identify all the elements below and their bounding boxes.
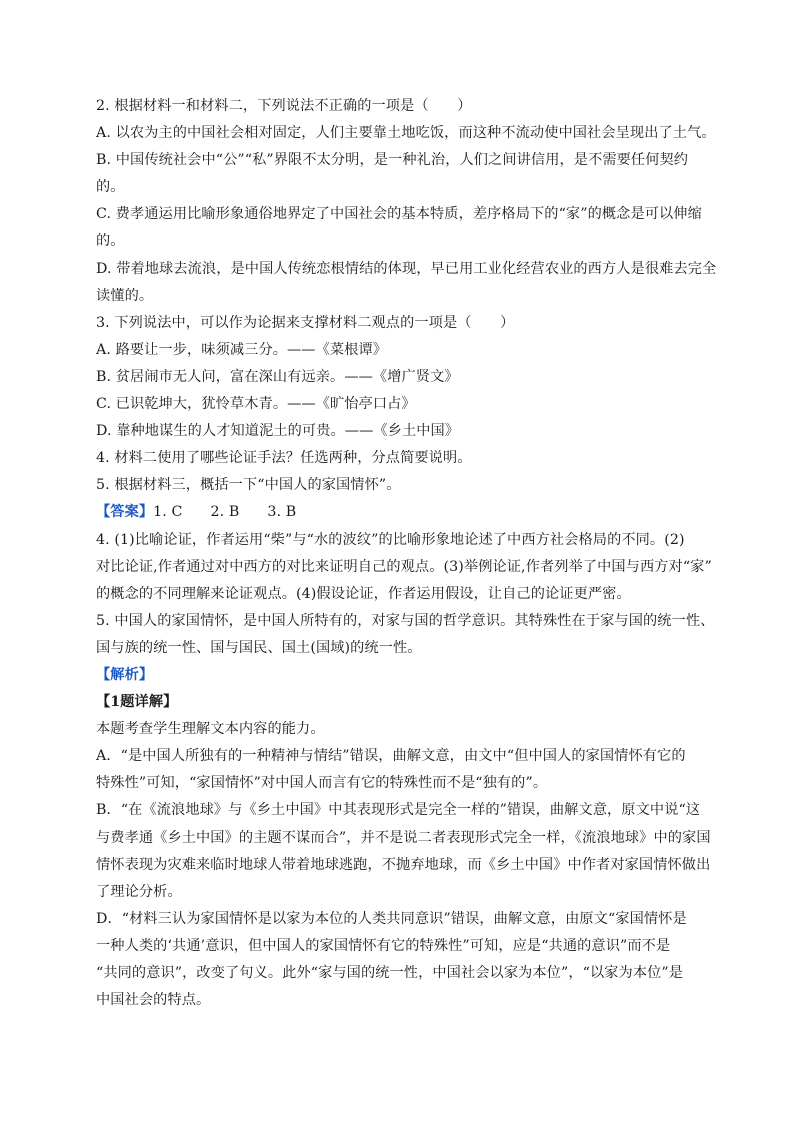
analysis-line: 一种人类的‘共通’意识，但中国人的家国情怀有它的特殊性”可知，应是“共通的意识”而不是 (96, 937, 671, 954)
answer-4-line-1: 4. (1)比喻论证，作者运用“柴”与“水的波纹”的比喻形象地论述了中西方社会格局的不同。(2) (96, 531, 685, 548)
analysis-line: 本题考查学生理解文本内容的能力。 (96, 721, 325, 738)
question-2-option-c: C. 费孝通运用比喻形象通俗地界定了中国社会的基本特质，差序格局下的“家”的概念是可以伸缩 (96, 206, 702, 223)
analysis-section (96, 662, 711, 1014)
question-2-option-a: A. 以农为主的中国社会相对固定，人们主要靠土地吃饭，而这种不流动使中国社会呈现出了土气。 (96, 125, 716, 142)
analysis-line: 与费孝通《乡土中国》的主题不谋而合”，并不是说二者表现形式完全一样，《流浪地球》中的家国 (96, 829, 711, 846)
answer-3: 3. B (267, 504, 297, 521)
analysis-line: A．“是中国人所独有的一种精神与情结”错误，曲解文意，由文中“但中国人的家国情怀有它的 (96, 748, 686, 765)
question-2-option-c-cont: 的。 (96, 233, 125, 250)
answer-section (96, 499, 715, 662)
answer-tag: 【答案】 (96, 504, 154, 521)
question-3-stem: 3. 下列说法中，可以作为论据来支撑材料二观点的一项是（ ） (96, 314, 515, 331)
answer-5-line-1: 5. 中国人的家国情怀，是中国人所特有的，对家与国的哲学意识。其特殊性在于家与国的统一性、 (96, 612, 715, 629)
analysis-line: 了理论分析。 (96, 883, 182, 900)
analysis-line: “共同的意识”，改变了句义。此外“家与国的统一性，中国社会以家为本位”，“以家为本位”是 (96, 965, 684, 981)
answer-1: 1. C (153, 504, 183, 521)
answer-5-line-2: 国与族的统一性、国与国民、国土(国域)的统一性。 (96, 639, 422, 656)
question-3-option-a: A. 路要让一步，味须减三分。——《菜根谭》 (96, 341, 388, 358)
question-2-option-b-cont: 的。 (96, 179, 125, 196)
question-5-stem: 5. 根据材料三，概括一下“中国人的家国情怀”。 (96, 477, 401, 494)
question-2-option-b: B. 中国传统社会中“公”“私”界限不太分明，是一种礼治，人们之间讲信用，是不需要任何契约 (96, 152, 689, 169)
question-2-stem: 2. 根据材料一和材料二，下列说法不正确的一项是（ ） (96, 98, 472, 114)
question-2-option-d: D. 带着地球去流浪，是中国人传统恋根情结的体现，早已用工业化经营农业的西方人是很难去完全 (96, 260, 717, 277)
analysis-line: 中国社会的特点。 (96, 992, 211, 1009)
questions-section (96, 93, 717, 499)
analysis-tag: 【解析】 (96, 666, 154, 683)
question-3-option-b: B. 贫居闹市无人问，富在深山有远亲。——《增广贤文》 (96, 368, 459, 385)
answer-header-line (96, 499, 706, 526)
analysis-tag-line (96, 662, 706, 689)
answer-4-line-2: 对比论证,作者通过对中西方的对比来证明自己的观点。(3)举例论证,作者列举了中国与西方对“家” (96, 558, 712, 575)
document-page (96, 93, 717, 1014)
analysis-line: D．“材料三认为家国情怀是以家为本位的人类共同意识”错误，曲解文意，由原文“家国情怀是 (96, 910, 687, 927)
analysis-detail-tag: 【1题详解】 (96, 694, 178, 711)
answer-4-line-3: 的概念的不同理解来论证观点。(4)假设论证，作者运用假设，让自己的论证更严密。 (96, 585, 631, 602)
question-3-option-d: D. 靠种地谋生的人才知道泥土的可贵。——《乡土中国》 (96, 423, 460, 440)
answer-2: 2. B (210, 504, 240, 521)
question-4-stem: 4. 材料二使用了哪些论证手法？任选两种，分点简要说明。 (96, 450, 472, 467)
question-3-option-c: C. 已识乾坤大，犹怜草木青。——《旷怡亭口占》 (96, 396, 416, 413)
question-2-option-d-cont: 读懂的。 (96, 287, 154, 304)
analysis-line: B．“在《流浪地球》与《乡土中国》中其表现形式是完全一样的”错误，曲解文意，原文中说“这 (96, 802, 701, 819)
analysis-line: 特殊性”可知，“家国情怀”对中国人而言有它的特殊性而不是“独有的”。 (96, 775, 548, 792)
analysis-line: 情怀表现为灾难来临时地球人带着地球逃跑，不抛弃地球，而《乡土中国》中作者对家国情怀做出 (96, 856, 711, 873)
